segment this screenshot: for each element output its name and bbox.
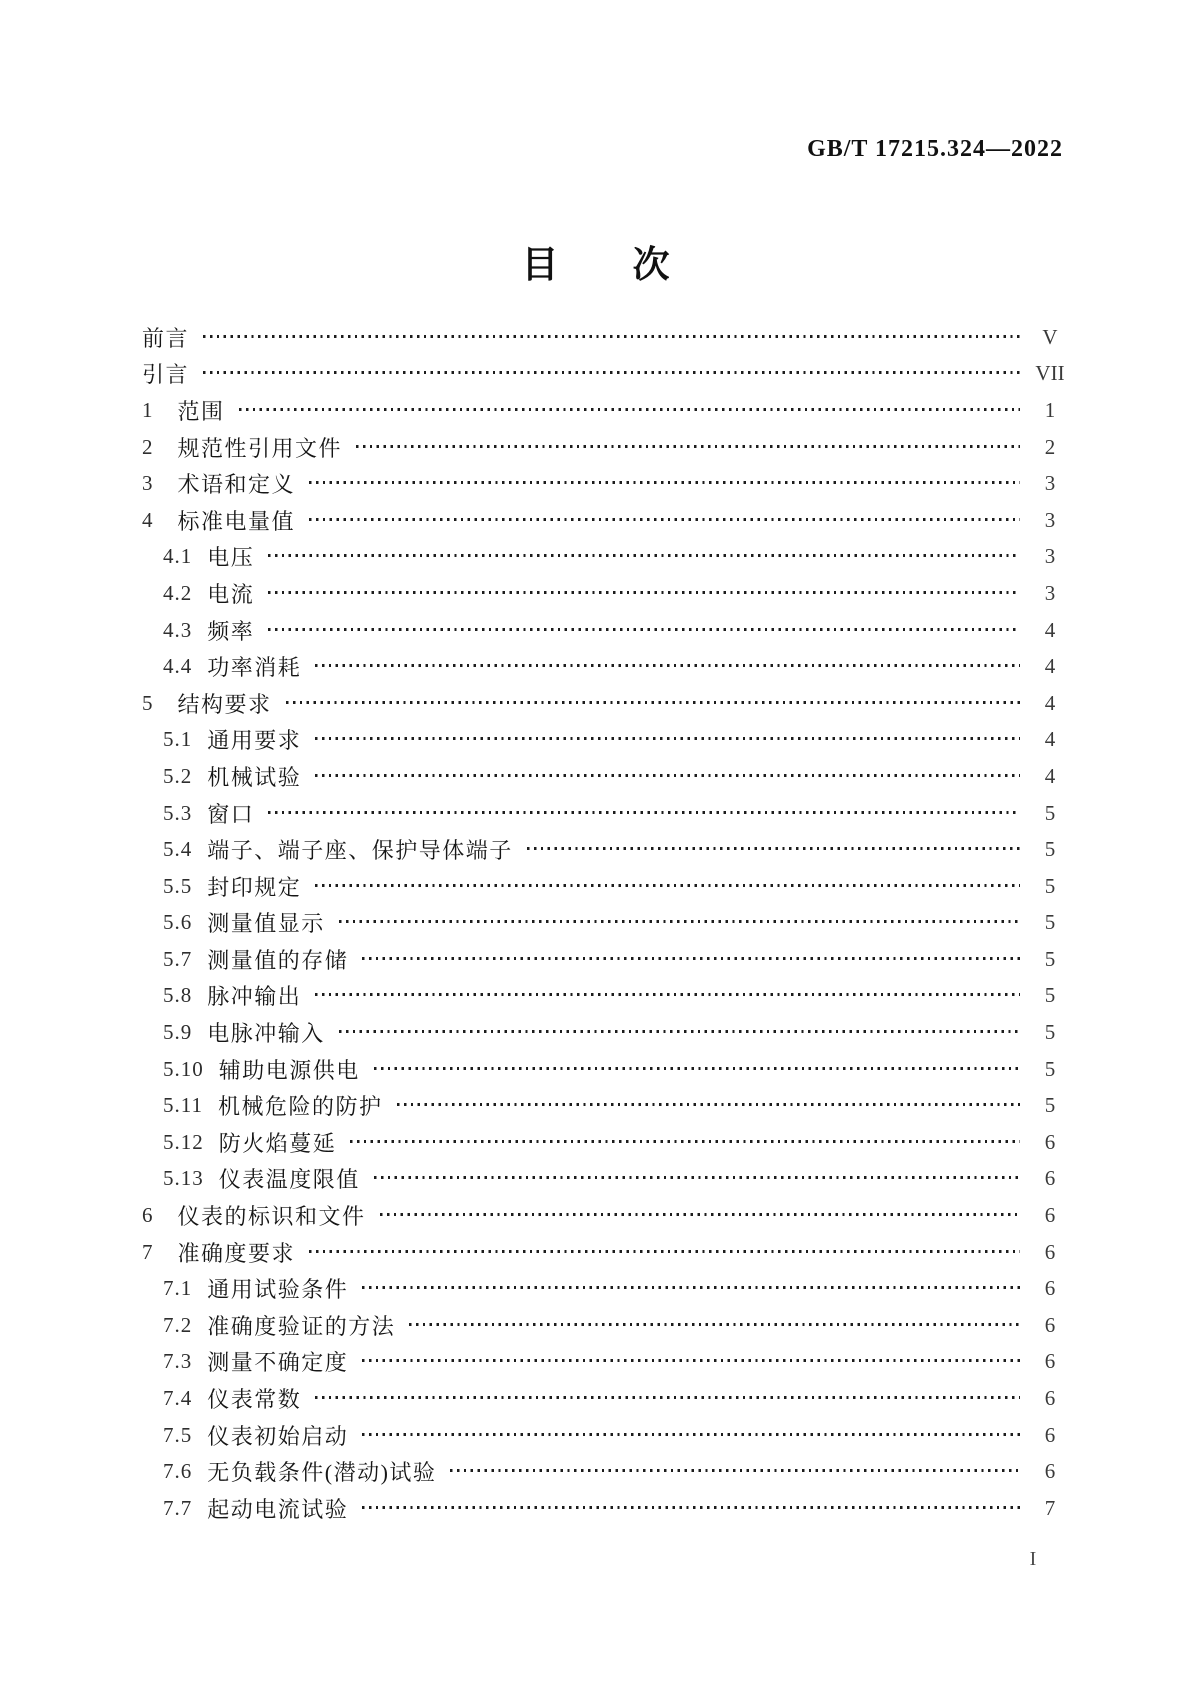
toc-page-number: 5 <box>1044 800 1056 825</box>
dotted-leader <box>380 1213 1020 1216</box>
toc-entry-label: 电流 <box>207 581 255 607</box>
toc-entry-label: 范围 <box>177 398 225 424</box>
toc-entry <box>142 1161 1072 1198</box>
toc-entry-label: 无负载条件(潜动)试验 <box>207 1460 437 1486</box>
toc-page-number: 4 <box>1044 727 1056 752</box>
toc-entry <box>142 1234 1072 1271</box>
toc-entry <box>142 1051 1072 1088</box>
dotted-leader <box>397 1103 1021 1106</box>
toc-entry <box>142 1453 1072 1490</box>
dotted-leader <box>362 1359 1020 1362</box>
toc-entry-number: 7.5 <box>163 1422 193 1447</box>
toc-entry-number: 7.1 <box>163 1276 193 1301</box>
dotted-leader <box>309 1250 1020 1253</box>
dotted-leader <box>268 628 1020 631</box>
toc-entry-label: 仪表常数 <box>207 1387 302 1413</box>
toc-entry-label: 频率 <box>207 618 255 644</box>
toc-page-number: 5 <box>1044 983 1056 1008</box>
dotted-leader <box>315 884 1020 887</box>
toc-entry-number: 7 <box>142 1239 154 1264</box>
toc-entry-label: 机械危险的防护 <box>217 1094 383 1120</box>
toc-entry-number: 4.2 <box>163 580 193 605</box>
toc-page-number: 3 <box>1044 507 1056 532</box>
toc-page-number: 5 <box>1044 1056 1056 1081</box>
dotted-leader <box>309 481 1020 484</box>
folio-page-number: I <box>1029 1548 1037 1570</box>
toc-entry-label: 测量值显示 <box>207 911 325 937</box>
toc-entry <box>142 941 1072 978</box>
toc-entry <box>142 1380 1072 1417</box>
toc-entry <box>142 319 1072 356</box>
toc-entry <box>142 1344 1072 1381</box>
toc-entry <box>142 612 1072 649</box>
toc-entry-number: 5.6 <box>163 910 193 935</box>
page-title: 目 次 <box>521 245 670 286</box>
toc-entry-number: 4.3 <box>163 617 193 642</box>
toc-entry-label: 窗口 <box>207 801 255 827</box>
toc-entry-number: 4.4 <box>163 654 193 679</box>
toc-entry-label: 通用试验条件 <box>207 1277 349 1303</box>
toc-page-number: 4 <box>1044 690 1056 715</box>
toc-entry <box>142 1270 1072 1307</box>
standard-code: GB/T 17215.324—2022 <box>807 136 1063 162</box>
toc-entry-label: 准确度要求 <box>177 1240 296 1266</box>
dotted-leader <box>409 1323 1020 1326</box>
dotted-leader <box>203 371 1020 374</box>
toc-entry-number: 7.3 <box>163 1349 193 1374</box>
toc-entry-number: 2 <box>142 434 154 459</box>
toc-entry-number: 5.11 <box>163 1093 203 1118</box>
toc-entry <box>142 356 1072 393</box>
toc-entry-number: 5.10 <box>163 1056 204 1081</box>
dotted-leader <box>527 847 1020 850</box>
toc-entry-number: 5.5 <box>163 873 193 898</box>
dotted-leader <box>315 1396 1020 1399</box>
toc-entry <box>142 685 1072 722</box>
toc-page-number: 3 <box>1044 544 1056 569</box>
toc-entry-label: 结构要求 <box>177 691 272 717</box>
toc-entry <box>142 758 1072 795</box>
toc-entry <box>142 648 1072 685</box>
toc-page-number: 6 <box>1044 1422 1056 1447</box>
toc-entry <box>142 1087 1072 1124</box>
dotted-leader <box>315 664 1020 667</box>
toc-entry-label: 防火焰蔓延 <box>218 1130 337 1156</box>
toc-page-number: 6 <box>1044 1312 1056 1337</box>
toc-page-number: 3 <box>1044 580 1056 605</box>
toc-entry-label: 仪表初始启动 <box>207 1423 349 1449</box>
toc-page-number: VII <box>1035 361 1065 386</box>
toc-entry-label: 功率消耗 <box>207 655 302 681</box>
toc-page-number: 5 <box>1044 910 1056 935</box>
toc-entry <box>142 575 1072 612</box>
toc-entry-number: 5.7 <box>163 946 193 971</box>
toc-page-number: 1 <box>1044 397 1056 422</box>
toc-entry <box>142 905 1072 942</box>
toc-entry-number: 7.6 <box>163 1459 193 1484</box>
toc-entry-number: 5.13 <box>163 1166 204 1191</box>
toc-entry <box>142 1417 1072 1454</box>
toc-entry-label: 前言 <box>142 325 190 351</box>
toc-entry-label: 封印规定 <box>207 874 302 900</box>
toc-page-number: 6 <box>1044 1459 1056 1484</box>
dotted-leader <box>315 774 1020 777</box>
toc-entry-number: 4.1 <box>163 544 193 569</box>
dotted-leader <box>339 920 1020 923</box>
toc-entry-label: 脉冲输出 <box>207 984 302 1010</box>
dotted-leader <box>362 1286 1020 1289</box>
toc-entry-number: 5.12 <box>163 1129 204 1154</box>
dotted-leader <box>268 554 1020 557</box>
toc-entry-number: 5.8 <box>163 983 193 1008</box>
toc-entry-number: 5.3 <box>163 800 193 825</box>
toc-entry-number: 7.2 <box>163 1312 193 1337</box>
toc-entry-number: 3 <box>142 471 154 496</box>
dotted-leader <box>239 408 1020 411</box>
toc-entry <box>142 539 1072 576</box>
toc-entry-number: 7.4 <box>163 1386 193 1411</box>
toc-entry-label: 测量不确定度 <box>207 1350 349 1376</box>
toc-entry-label: 辅助电源供电 <box>218 1057 360 1083</box>
dotted-leader <box>362 1433 1020 1436</box>
dotted-leader <box>362 957 1020 960</box>
toc-page-number: V <box>1042 324 1058 349</box>
toc-page-number: 5 <box>1044 873 1056 898</box>
toc-entry-label: 通用要求 <box>207 728 302 754</box>
toc-page-number: 5 <box>1044 1093 1056 1118</box>
toc-entry <box>142 1124 1072 1161</box>
toc-entry <box>142 1197 1072 1234</box>
toc-entry-number: 7.7 <box>163 1495 193 1520</box>
toc-page-number: 5 <box>1044 1020 1056 1045</box>
toc-entry-label: 术语和定义 <box>177 472 296 498</box>
toc-entry-label: 仪表温度限值 <box>218 1167 360 1193</box>
toc-page-number: 4 <box>1044 617 1056 642</box>
toc-entry <box>142 831 1072 868</box>
toc-entry <box>142 1014 1072 1051</box>
dotted-leader <box>309 518 1020 521</box>
toc-page-number: 5 <box>1044 837 1056 862</box>
dotted-leader <box>268 811 1020 814</box>
toc-page-number: 6 <box>1044 1349 1056 1374</box>
toc-page-number: 5 <box>1044 946 1056 971</box>
toc-entry <box>142 868 1072 905</box>
toc-entry-number: 5.1 <box>163 727 193 752</box>
toc-page-number: 6 <box>1044 1386 1056 1411</box>
toc-list <box>142 319 1072 1527</box>
toc-entry <box>142 795 1072 832</box>
dotted-leader <box>315 737 1020 740</box>
toc-page-number: 6 <box>1044 1239 1056 1264</box>
toc-entry-label: 测量值的存储 <box>207 947 349 973</box>
toc-entry-label: 标准电量值 <box>177 508 296 534</box>
toc-entry <box>142 502 1072 539</box>
toc-entry-number: 5.9 <box>163 1020 193 1045</box>
toc-entry-number: 1 <box>142 397 154 422</box>
toc-entry-label: 电脉冲输入 <box>207 1021 325 1047</box>
toc-entry-label: 电压 <box>207 545 255 571</box>
toc-page-number: 6 <box>1044 1129 1056 1154</box>
toc-entry <box>142 978 1072 1015</box>
toc-entry-label: 准确度验证的方法 <box>207 1313 396 1339</box>
toc-entry <box>142 392 1072 429</box>
toc-page-number: 4 <box>1044 763 1056 788</box>
dotted-leader <box>362 1506 1020 1509</box>
dotted-leader <box>203 335 1020 338</box>
toc-entry <box>142 722 1072 759</box>
dotted-leader <box>374 1067 1020 1070</box>
toc-page-number: 2 <box>1044 434 1056 459</box>
toc-page-number: 6 <box>1044 1203 1056 1228</box>
toc-entry <box>142 1307 1072 1344</box>
toc-page-number: 6 <box>1044 1166 1056 1191</box>
dotted-leader <box>450 1469 1020 1472</box>
dotted-leader <box>374 1176 1020 1179</box>
toc-page-number: 4 <box>1044 654 1056 679</box>
dotted-leader <box>350 1140 1020 1143</box>
toc-page-number: 7 <box>1044 1495 1056 1520</box>
toc-page-number: 6 <box>1044 1276 1056 1301</box>
dotted-leader <box>356 445 1020 448</box>
toc-page-number: 3 <box>1044 471 1056 496</box>
toc-entry-number: 5.4 <box>163 837 193 862</box>
toc-entry-label: 起动电流试验 <box>207 1496 349 1522</box>
toc-entry-label: 引言 <box>142 362 190 388</box>
toc-entry-number: 5.2 <box>163 763 193 788</box>
dotted-leader <box>339 1030 1020 1033</box>
toc-entry-number: 5 <box>142 690 154 715</box>
toc-entry-label: 规范性引用文件 <box>177 435 343 461</box>
dotted-leader <box>315 993 1020 996</box>
toc-entry <box>142 1490 1072 1527</box>
toc-entry <box>142 465 1072 502</box>
toc-entry-number: 4 <box>142 507 154 532</box>
toc-entry-label: 机械试验 <box>207 764 302 790</box>
toc-entry-label: 端子、端子座、保护导体端子 <box>207 838 513 864</box>
dotted-leader <box>286 701 1020 704</box>
toc-entry-label: 仪表的标识和文件 <box>177 1204 366 1230</box>
dotted-leader <box>268 591 1020 594</box>
toc-entry-number: 6 <box>142 1203 154 1228</box>
toc-entry <box>142 429 1072 466</box>
